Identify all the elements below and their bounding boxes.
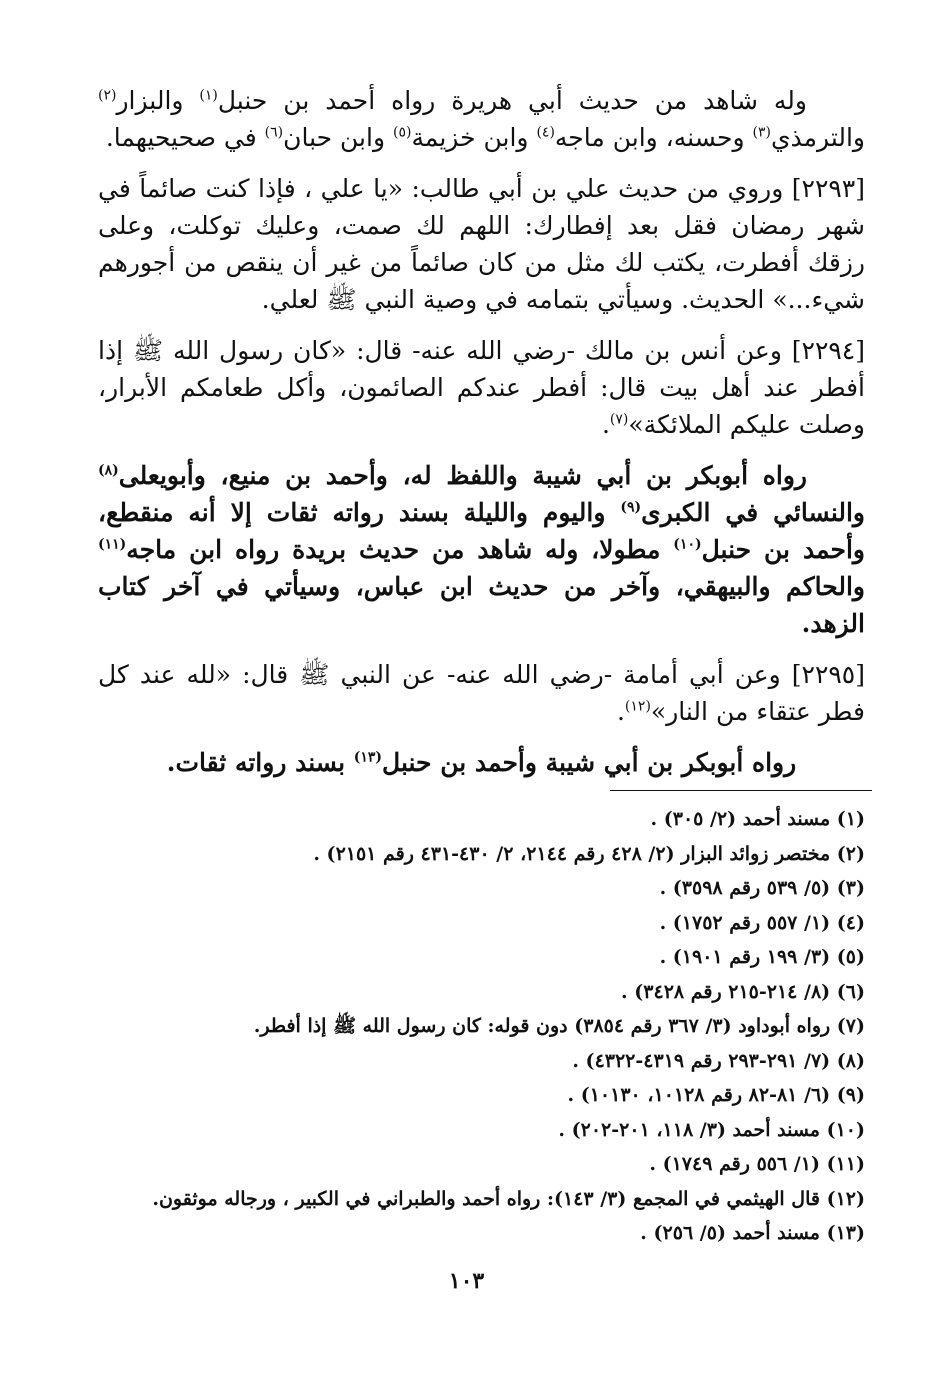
main-text	[98, 82, 865, 795]
footnote-8: (٨) (٧/ ٢٩١-٢٩٣ رقم ٤٣١٩-٤٣٢٢) .	[572, 1049, 865, 1072]
footnote-ref: (١)	[199, 87, 218, 104]
footnote-ref: (٣)	[752, 124, 771, 141]
footnote-ref: (٧)	[609, 411, 629, 428]
paragraph-narration-2294: رواه أبوبكر بن أبي شيبة واللفظ له، وأحمد بن منيع، وأبويعلى$^{(٨)}$ والنسائي في الكبرى$^{(٩)}$ واليوم والليلة بسند رواته ثقات إلا أنه منقطع، وأحمد بن حنبل$^{(١٠)}$ مطولا، وله شاهد من حديث بريدة رواه ابن ماجه$^{(١١)}$ والحاكم والبيهقي، وآخر من حديث ابن عباس، وسيأتي في آخر كتاب الزهد.	[98, 461, 865, 638]
footnote-ref: (٦)	[264, 124, 284, 141]
footnote-11: (١١) (١/ ٥٥٦ رقم ١٧٤٩) .	[649, 1153, 865, 1175]
footnote-ref: (١١)	[98, 536, 127, 553]
footnote-2: (٢) مختصر زوائد البزار (٢/ ٤٢٨ رقم ٢١٤٤، ٢/ ٤٣٠-٤٣١ رقم ٢١٥١) .	[313, 842, 865, 865]
footnote-6: (٦) (٨/ ٢١٤-٢١٥ رقم ٣٤٢٨) .	[621, 980, 865, 1003]
footnotes	[152, 802, 865, 1251]
footnote-ref: (٥)	[393, 124, 412, 141]
footnote-3: (٣) (٥/ ٥٣٩ رقم ٣٥٩٨) .	[659, 877, 865, 899]
footnote-9: (٩) (٦/ ٨١-٨٢ رقم ١٠١٢٨، ١٠١٣٠) .	[567, 1084, 865, 1106]
paragraph-hadith-witness: وله شاهد من حديث أبي هريرة رواه أحمد بن حنبل$^{(١)}$ والبزار$^{(٢)}$ والترمذي$^{(٣)}$ وحسنه، وابن ماجه$^{(٤)}$ وابن خزيمة$^{(٥)}$ وابن حبان$^{(٦)}$ في صحيحيهما.	[98, 86, 865, 152]
page-number: ١٠٣	[448, 1268, 485, 1294]
footnote-5: (٥) (٣/ ١٩٩ رقم ١٩٠١) .	[659, 946, 865, 968]
footnote-1: (١) مسند أحمد (٢/ ٣٠٥) .	[650, 808, 865, 830]
paragraph-hadith-2295: [٢٢٩٥] وعن أبي أمامة -رضي الله عنه- عن النبي ﷺ قال: «لله عند كل فطر عتقاء من النار»$^{(١٢)}$.	[98, 660, 865, 726]
paragraph-hadith-2293: [٢٢٩٣] وروي من حديث علي بن أبي طالب: «يا علي ، فإذا كنت صائماً في شهر رمضان فقل بعد إفطارك: اللهم لك صمت، وعليك توكلت، وعلى رزقك أفطرت، يكتب لك مثل من كان صائماً من غير أن ينقص من أجورهم شيء...» الحديث. وسيأتي بتمامه في وصية النبي ﷺ لعلي.	[98, 174, 865, 314]
footnote-ref: (١٣)	[353, 749, 383, 766]
footnote-ref: (١٢)	[624, 698, 651, 715]
footnote-separator	[610, 790, 872, 791]
footnote-7: (٧) رواه أبوداود (٣/ ٣٦٧ رقم ٣٨٥٤) دون قوله: كان رسول الله ﷺ إذا أفطر.	[253, 1015, 865, 1037]
paragraph-narration-2295: رواه أبوبكر بن أبي شيبة وأحمد بن حنبل$^{(١٣)}$ بسند رواته ثقات.	[166, 748, 797, 777]
footnote-12: (١٢) قال الهيثمي في المجمع (٣/ ١٤٣): رواه أحمد والطبراني في الكبير ، ورجاله موثقون.	[152, 1187, 865, 1210]
footnote-10: (١٠) مسند أحمد (٣/ ١١٨، ٢٠١-٢٠٢) .	[558, 1118, 865, 1141]
footnote-ref: (٨)	[98, 462, 119, 479]
footnote-4: (٤) (١/ ٥٥٧ رقم ١٧٥٢) .	[659, 911, 865, 934]
footnote-ref: (٩)	[620, 499, 642, 516]
footnote-ref: (٢)	[98, 87, 117, 104]
footnote-ref: (١٠)	[673, 536, 702, 553]
paragraph-hadith-2294: [٢٢٩٤] وعن أنس بن مالك -رضي الله عنه- قال: «كان رسول الله ﷺ إذا أفطر عند أهل بيت قال: أفطر عندكم الصائمون، وأكل طعامكم الأبرار، وصلت عليكم الملائكة»$^{(٧)}$.	[98, 336, 865, 439]
footnote-ref: (٤)	[536, 124, 555, 141]
footnote-13: (١٣) مسند أحمد (٥/ ٢٥٦) .	[640, 1222, 865, 1244]
